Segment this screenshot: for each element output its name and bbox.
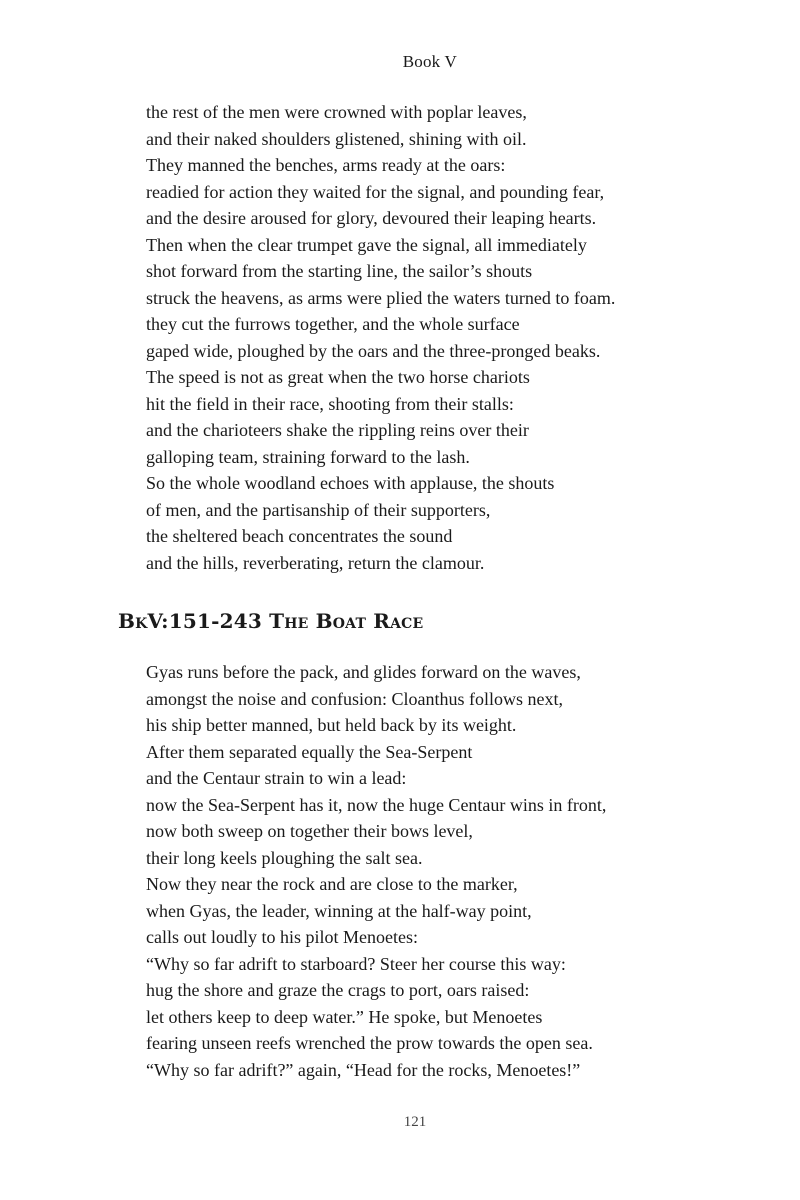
- verse-line: So the whole woodland echoes with applause, the shouts: [146, 473, 555, 493]
- verse-line: and their naked shoulders glistened, shining with oil.: [146, 128, 527, 149]
- verse-line: They manned the benches, arms ready at the oars:: [146, 155, 506, 175]
- verse-line: gaped wide, ploughed by the oars and the three-pronged beaks.: [146, 340, 601, 361]
- verse-passage-2: [146, 659, 606, 1083]
- verse-line: their long keels ploughing the salt sea.: [146, 847, 423, 868]
- verse-passage-1: [146, 99, 615, 576]
- verse-line: “Why so far adrift?” again, “Head for the rocks, Menoetes!”: [146, 1059, 581, 1080]
- verse-line: of men, and the partisanship of their supporters,: [146, 499, 491, 520]
- running-head: Book V: [402, 52, 457, 71]
- verse-line: Now they near the rock and are close to the marker,: [146, 874, 518, 894]
- verse-line: hug the shore and graze the crags to port, oars raised:: [146, 980, 530, 1000]
- verse-line: hit the field in their race, shooting from their stalls:: [146, 393, 514, 414]
- verse-line: and the hills, reverberating, return the clamour.: [146, 552, 485, 573]
- verse-line: Gyas runs before the pack, and glides forward on the waves,: [146, 662, 581, 682]
- verse-line: now both sweep on together their bows level,: [146, 821, 473, 841]
- verse-line: struck the heavens, as arms were plied the waters turned to foam.: [146, 287, 616, 308]
- section-heading: BkV:151-243 The Boat Race: [118, 609, 424, 633]
- verse-line: and the desire aroused for glory, devoured their leaping hearts.: [146, 208, 597, 228]
- verse-line: fearing unseen reefs wrenched the prow towards the open sea.: [146, 1033, 593, 1053]
- verse-line: “Why so far adrift to starboard? Steer her course this way:: [146, 953, 566, 974]
- verse-line: they cut the furrows together, and the whole surface: [146, 314, 520, 334]
- page-number: 121: [403, 1114, 427, 1130]
- verse-line: calls out loudly to his pilot Menoetes:: [146, 927, 418, 947]
- verse-line: After them separated equally the Sea-Serpent: [146, 741, 473, 762]
- verse-line: now the Sea-Serpent has it, now the huge Centaur wins in front,: [146, 794, 607, 815]
- verse-line: and the charioteers shake the rippling reins over their: [146, 420, 529, 440]
- verse-line: The speed is not as great when the two horse chariots: [146, 367, 530, 387]
- verse-line: shot forward from the starting line, the sailor’s shouts: [146, 261, 533, 281]
- verse-line: galloping team, straining forward to the lash.: [146, 446, 470, 467]
- verse-line: when Gyas, the leader, winning at the half-way point,: [146, 900, 532, 921]
- verse-line: and the Centaur strain to win a lead:: [146, 768, 407, 788]
- verse-line: Then when the clear trumpet gave the signal, all immediately: [146, 234, 587, 255]
- verse-line: amongst the noise and confusion: Cloanthus follows next,: [146, 688, 563, 709]
- verse-line: his ship better manned, but held back by its weight.: [146, 715, 517, 735]
- verse-line: readied for action they waited for the signal, and pounding fear,: [146, 181, 605, 202]
- verse-line: the sheltered beach concentrates the sound: [146, 526, 453, 546]
- verse-line: the rest of the men were crowned with poplar leaves,: [146, 102, 527, 122]
- verse-line: let others keep to deep water.” He spoke, but Menoetes: [146, 1006, 543, 1027]
